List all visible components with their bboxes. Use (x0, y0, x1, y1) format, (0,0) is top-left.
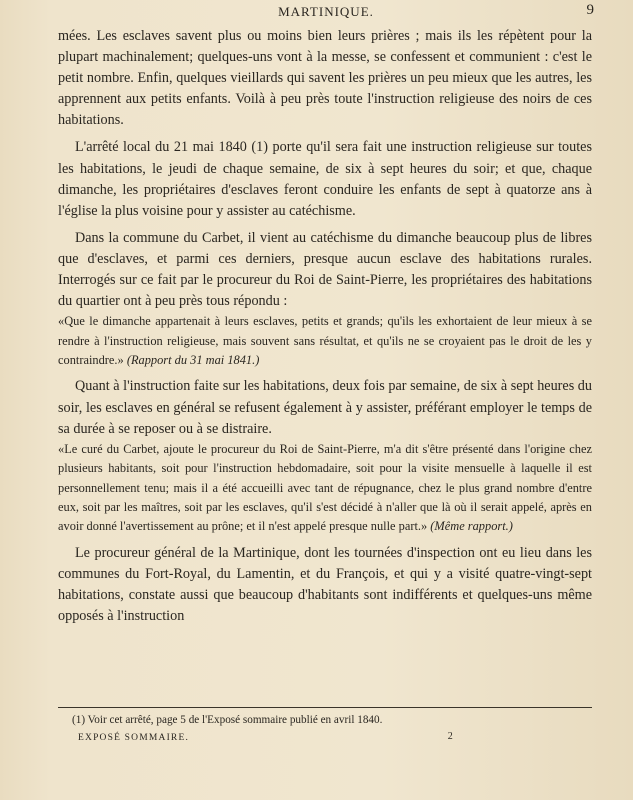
quote-cure (58, 440, 592, 537)
signature-line (78, 733, 592, 747)
paragraph-continuation: mées. Les esclaves savent plus ou moins bien leurs prières ; mais ils les répètent pour la plupart machinalement; quelques-uns vont à la messe, se confessent et communient : c'est le petit nombre. Enfin, quelques vieillards qui savent les prières un peu mieux que les autres, les apprennent aux petits enfants. Voilà à peu près toute l'instruction religieuse des noirs de ces habitations. (58, 28, 592, 129)
quote-citation: (Même rapport.) (430, 519, 513, 534)
quote-text: «Que le dimanche appartenait à leurs esclaves, petits et grands; qu'ils les exhortaient de leur mieux à se rendre à l'instruction religieuse, mais souvent sans résultat, et qu'ils ne se croyaient pas le droit de les y contraindre.» (58, 314, 592, 368)
body-text (58, 26, 592, 627)
running-title: MARTINIQUE. (278, 4, 374, 19)
paragraph-procureur: Le procureur général de la Martinique, dont les tournées d'inspection ont eu lieu dans les communes du Fort-Royal, du Lamentin, et du François, et qui y a visité quatre-vingt-sept habitations, constate aussi que beaucoup d'habitants sont indifférents et quelques-uns même opposés à l'instruction (58, 544, 592, 625)
paragraph-carbet: Dans la commune du Carbet, il vient au catéchisme du dimanche beaucoup plus de libres que d'esclaves, et parmi ces derniers, presque aucun esclave des habitations rurales. Interrogés sur ce fait par le procureur du Roi de Saint-Pierre, les propriétaires des habitations du quartier ont à peu près tous répondu : (58, 229, 592, 310)
quote-rapport (58, 312, 592, 370)
footnote-rule (58, 707, 592, 708)
paragraph-instruction: Quant à l'instruction faite sur les habitations, deux fois par semaine, de six à sept heures du soir, les esclaves en général se refusent également à y assister, préférant employer le temps de sa durée à se reposer ou à se distraire. (58, 378, 592, 437)
quote-citation: (Rapport du 31 mai 1841.) (126, 353, 260, 368)
page-number: 9 (586, 2, 594, 18)
signature-label: EXPOSÉ SOMMAIRE. (78, 733, 190, 743)
footnote: (1) Voir cet arrêté, page 5 de l'Exposé sommaire publié en avril 1840. (72, 714, 383, 726)
running-head (58, 2, 594, 24)
signature-mark: 2 (447, 731, 454, 742)
paragraph-arrete: L'arrêté local du 21 mai 1840 (1) porte qu'il sera fait une instruction religieuse sur toutes les habitations, le jeudi de chaque semaine, de six à sept heures du soir; et que, chaque dimanche, les propriétaires d'esclaves feront conduire les enfants de sept à quatorze ans à l'église la plus voisine pour y assister au catéchisme. (58, 139, 592, 219)
quote-text: «Le curé du Carbet, ajoute le procureur du Roi de Saint-Pierre, m'a dit s'être présenté dans l'origine chez plusieurs habitants, soit pour l'instruction hebdomadaire, soit pour la visite mensuelle à laquelle il est personnellement tenu; mais il a été accueilli avec tant de répugnance, chez le plus grand nombre d'entre eux, soit par les maîtres, soit par les esclaves, qu'il s'est décidé à n'aller que là où il serait appelé, après en avoir donné l'avertissement au prône; et il n'est appelé presque nulle part.» (58, 441, 592, 534)
